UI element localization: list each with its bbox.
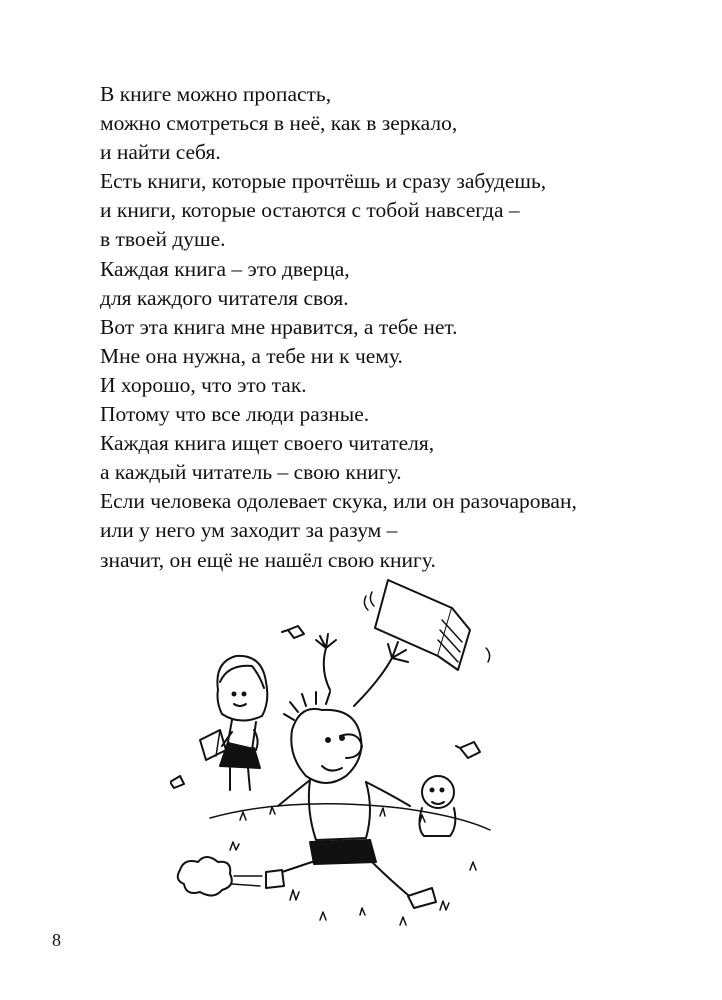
- running-boy-figure: [266, 634, 436, 908]
- poem-line: а каждый читатель – свою книгу.: [100, 460, 402, 485]
- poem-line: Каждая книга – это дверца,: [100, 256, 350, 281]
- flying-book-icon: [364, 580, 489, 670]
- poem-line: Каждая книга ищет своего читателя,: [100, 431, 435, 456]
- small-book-icon: [282, 626, 304, 638]
- poem-line: Потому что все люди разные.: [100, 402, 370, 427]
- poem-line: в твоей душе.: [100, 227, 226, 252]
- girl-reading-figure: [200, 656, 267, 790]
- poem-line: и найти себя.: [100, 140, 221, 165]
- boy-sitting-figure: [419, 776, 455, 836]
- poem-line: В книге можно пропасть,: [100, 82, 332, 106]
- dust-cloud: [178, 857, 232, 896]
- poem-line: Вот эта книга мне нравится, а тебе нет.: [100, 314, 458, 339]
- poem-line: и книги, которые остаются с тобой навсегда –: [100, 198, 520, 223]
- small-book-icon: [170, 776, 184, 788]
- poem-text: [100, 80, 577, 575]
- poem-line: можно смотреться в неё, как в зеркало,: [100, 111, 458, 136]
- poem-line: Если человека одолевает скука, или он разочарован,: [100, 489, 577, 514]
- poem-line: И хорошо, что это так.: [100, 372, 307, 397]
- grass-ground: [210, 804, 490, 925]
- page-number: 8: [52, 930, 61, 950]
- motion-lines: [232, 876, 262, 886]
- poem-line: Мне она нужна, а тебе ни к чему.: [100, 343, 403, 368]
- children-with-books-illustration: [170, 570, 510, 935]
- small-book-icon: [456, 742, 480, 758]
- poem-line: значит, он ещё не нашёл свою книгу.: [100, 547, 436, 572]
- poem-line: или у него ум заходит за разум –: [100, 518, 398, 543]
- poem-line: для каждого читателя своя.: [100, 285, 349, 310]
- poem-line: Есть книги, которые прочтёшь и сразу забудешь,: [100, 169, 547, 194]
